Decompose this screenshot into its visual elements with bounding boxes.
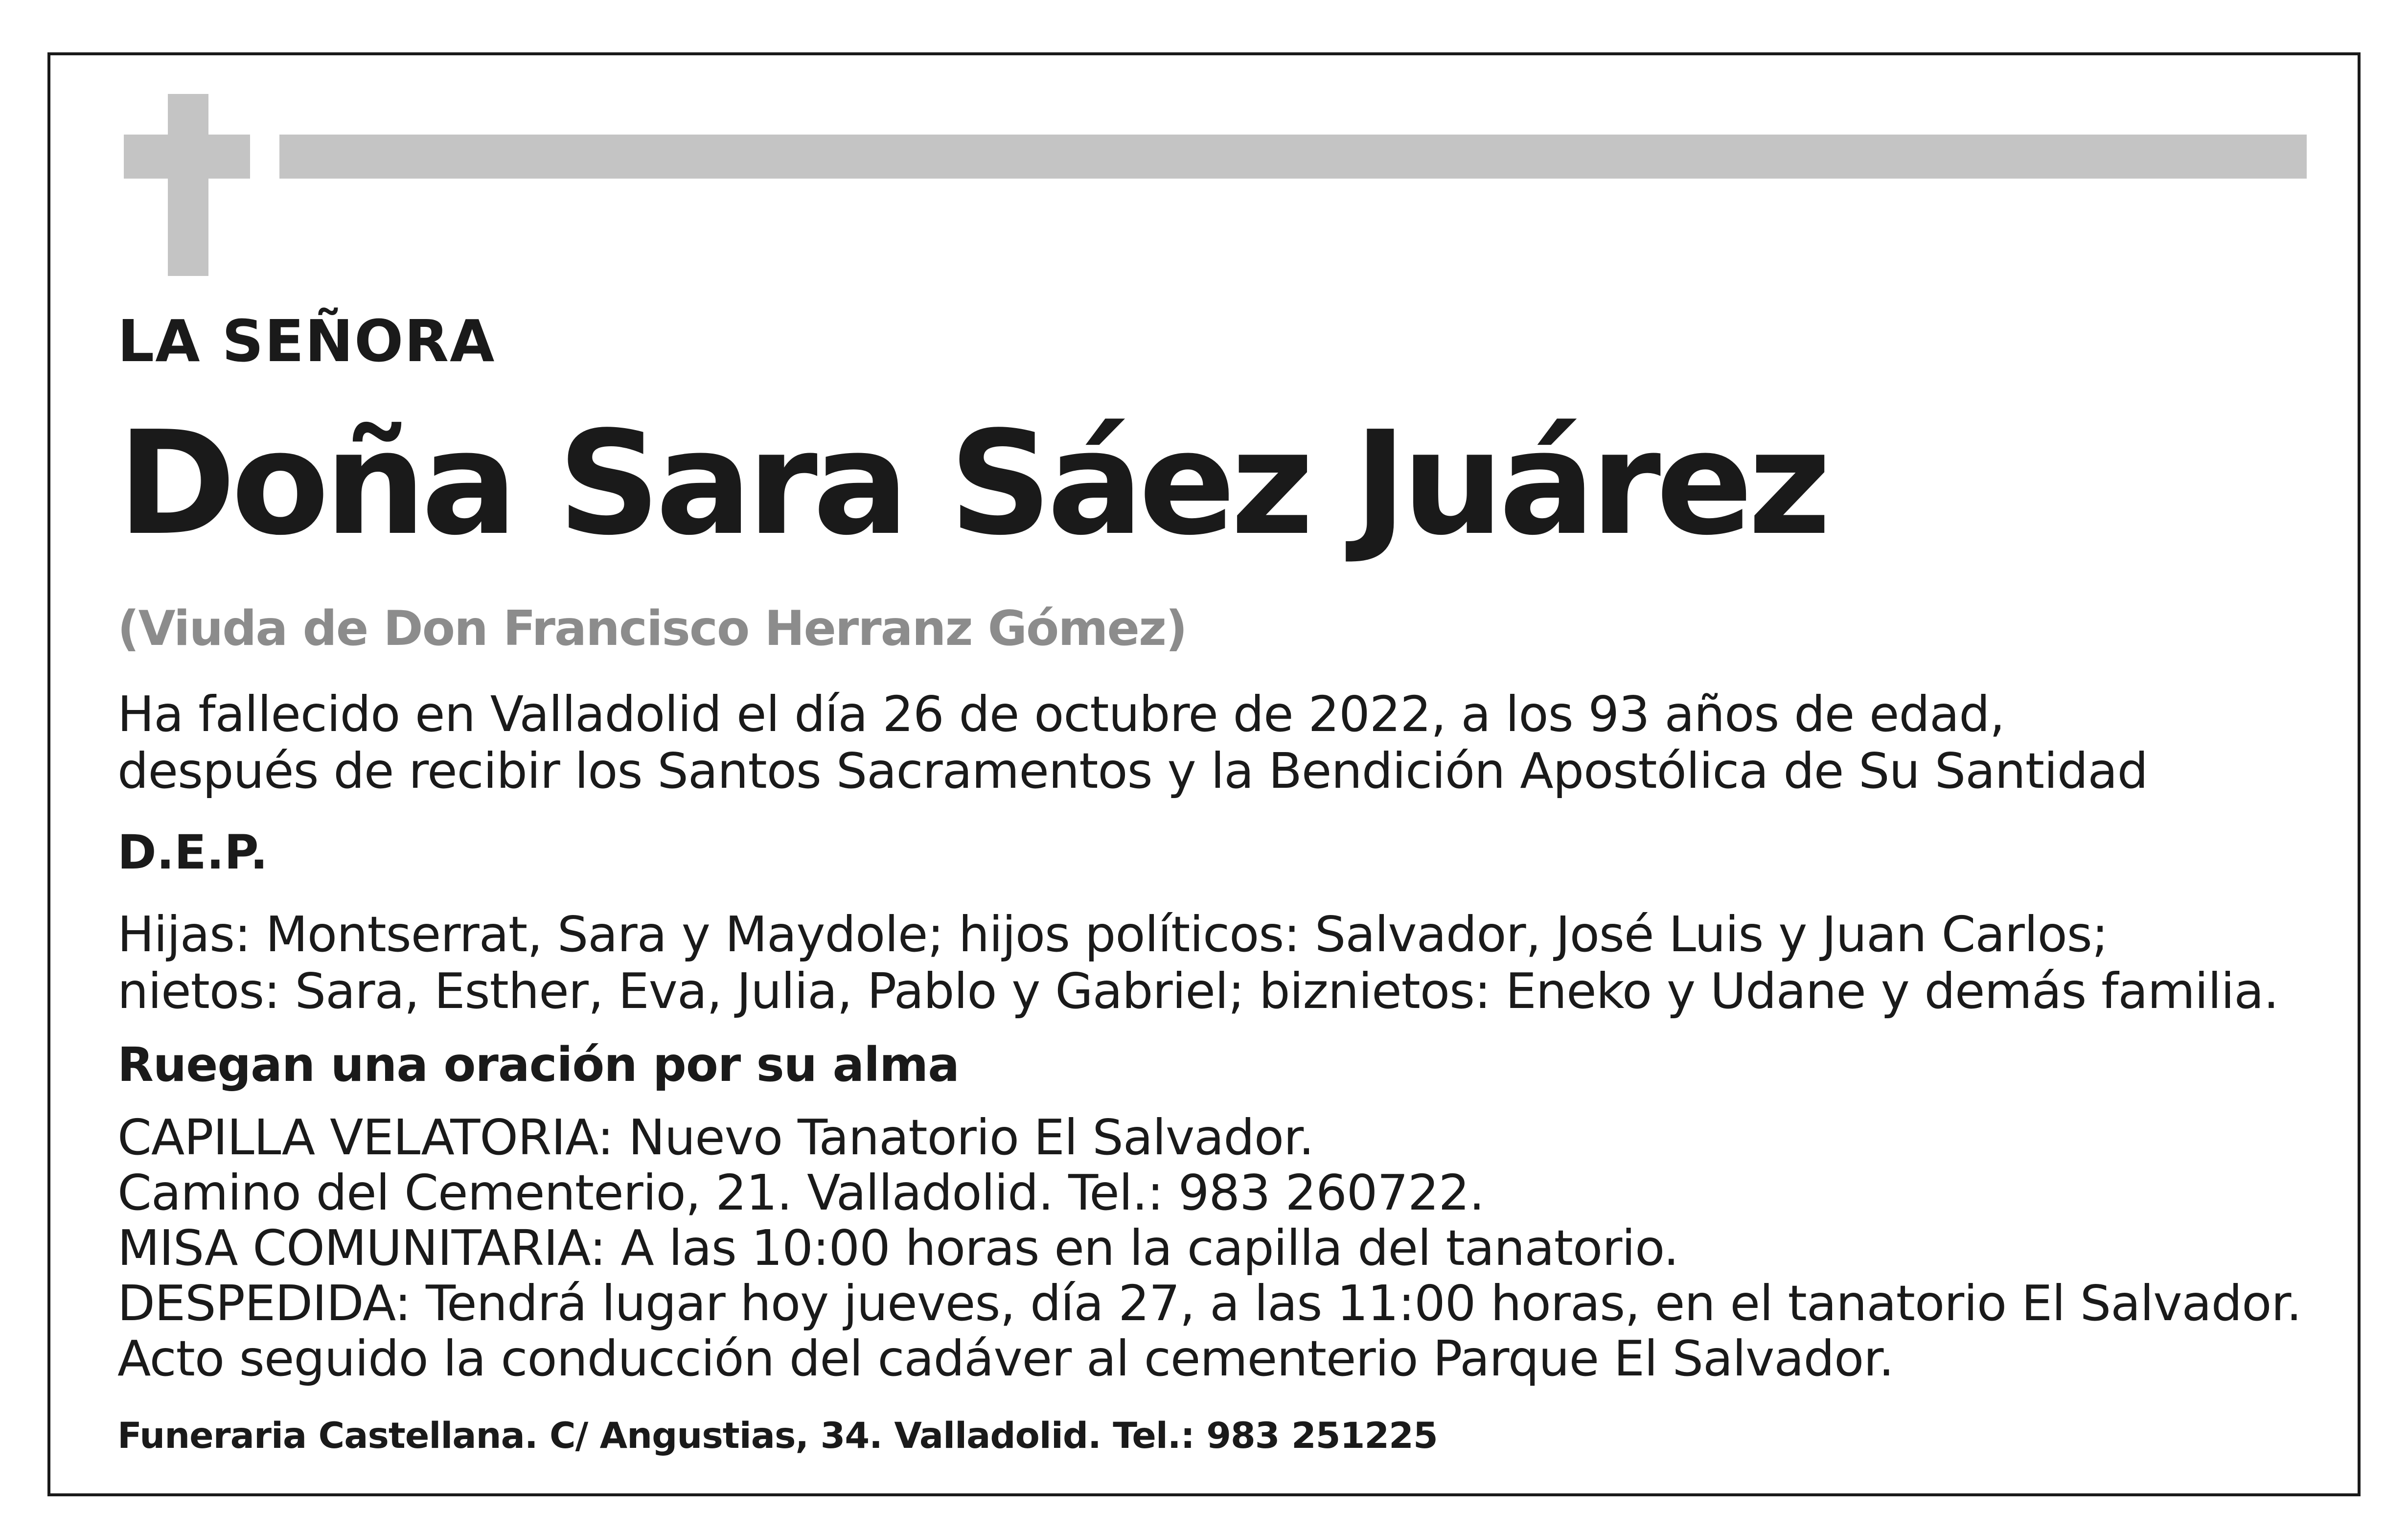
funeral-line: Acto seguido la conducción del cadáver al cementerio Parque El Salvador.: [117, 1330, 1894, 1387]
death-line: después de recibir los Santos Sacramentos y la Bendición Apostólica de Su Santidad: [117, 742, 2148, 800]
funeral-line: Camino del Cementerio, 21. Valladolid. Tel.: 983 260722.: [117, 1164, 1484, 1221]
funeral-line: CAPILLA VELATORIA: Nuevo Tanatorio El Salvador.: [117, 1109, 1314, 1166]
header-rule: [279, 135, 2307, 179]
family-list: [117, 906, 2278, 1020]
widow-of: (Viuda de Don Francisco Herranz Gómez): [117, 601, 1187, 657]
death-line: Ha fallecido en Valladolid el día 26 de octubre de 2022, a los 93 años de edad,: [117, 686, 2005, 743]
cross-horizontal-bar: [124, 135, 250, 179]
deceased-name: Doña Sara Sáez Juárez: [117, 400, 1827, 567]
death-details: [117, 686, 2148, 800]
family-line: Hijas: Montserrat, Sara y Maydole; hijos políticos: Salvador, José Luis y Juan Carlos;: [117, 906, 2108, 963]
family-line: nietos: Sara, Esther, Eva, Julia, Pablo y Gabriel; biznietos: Eneko y Udane y demás familia.: [117, 962, 2279, 1020]
funeral-line: MISA COMUNITARIA: A las 10:00 horas en la capilla del tanatorio.: [117, 1219, 1679, 1277]
notice-title: LA SEÑORA: [117, 307, 496, 375]
dep-label: D.E.P.: [117, 825, 268, 880]
funeral-home-footer: Funeraria Castellana. C/ Angustias, 34. Valladolid. Tel.: 983 251225: [117, 1415, 1438, 1457]
funeral-line: DESPEDIDA: Tendrá lugar hoy jueves, día 27, a las 11:00 horas, en el tanatorio El Salvador.: [117, 1275, 2302, 1332]
prayer-request: Ruegan una oración por su alma: [117, 1037, 959, 1092]
funeral-details: [117, 1110, 2301, 1386]
cross-vertical-bar: [168, 94, 208, 276]
